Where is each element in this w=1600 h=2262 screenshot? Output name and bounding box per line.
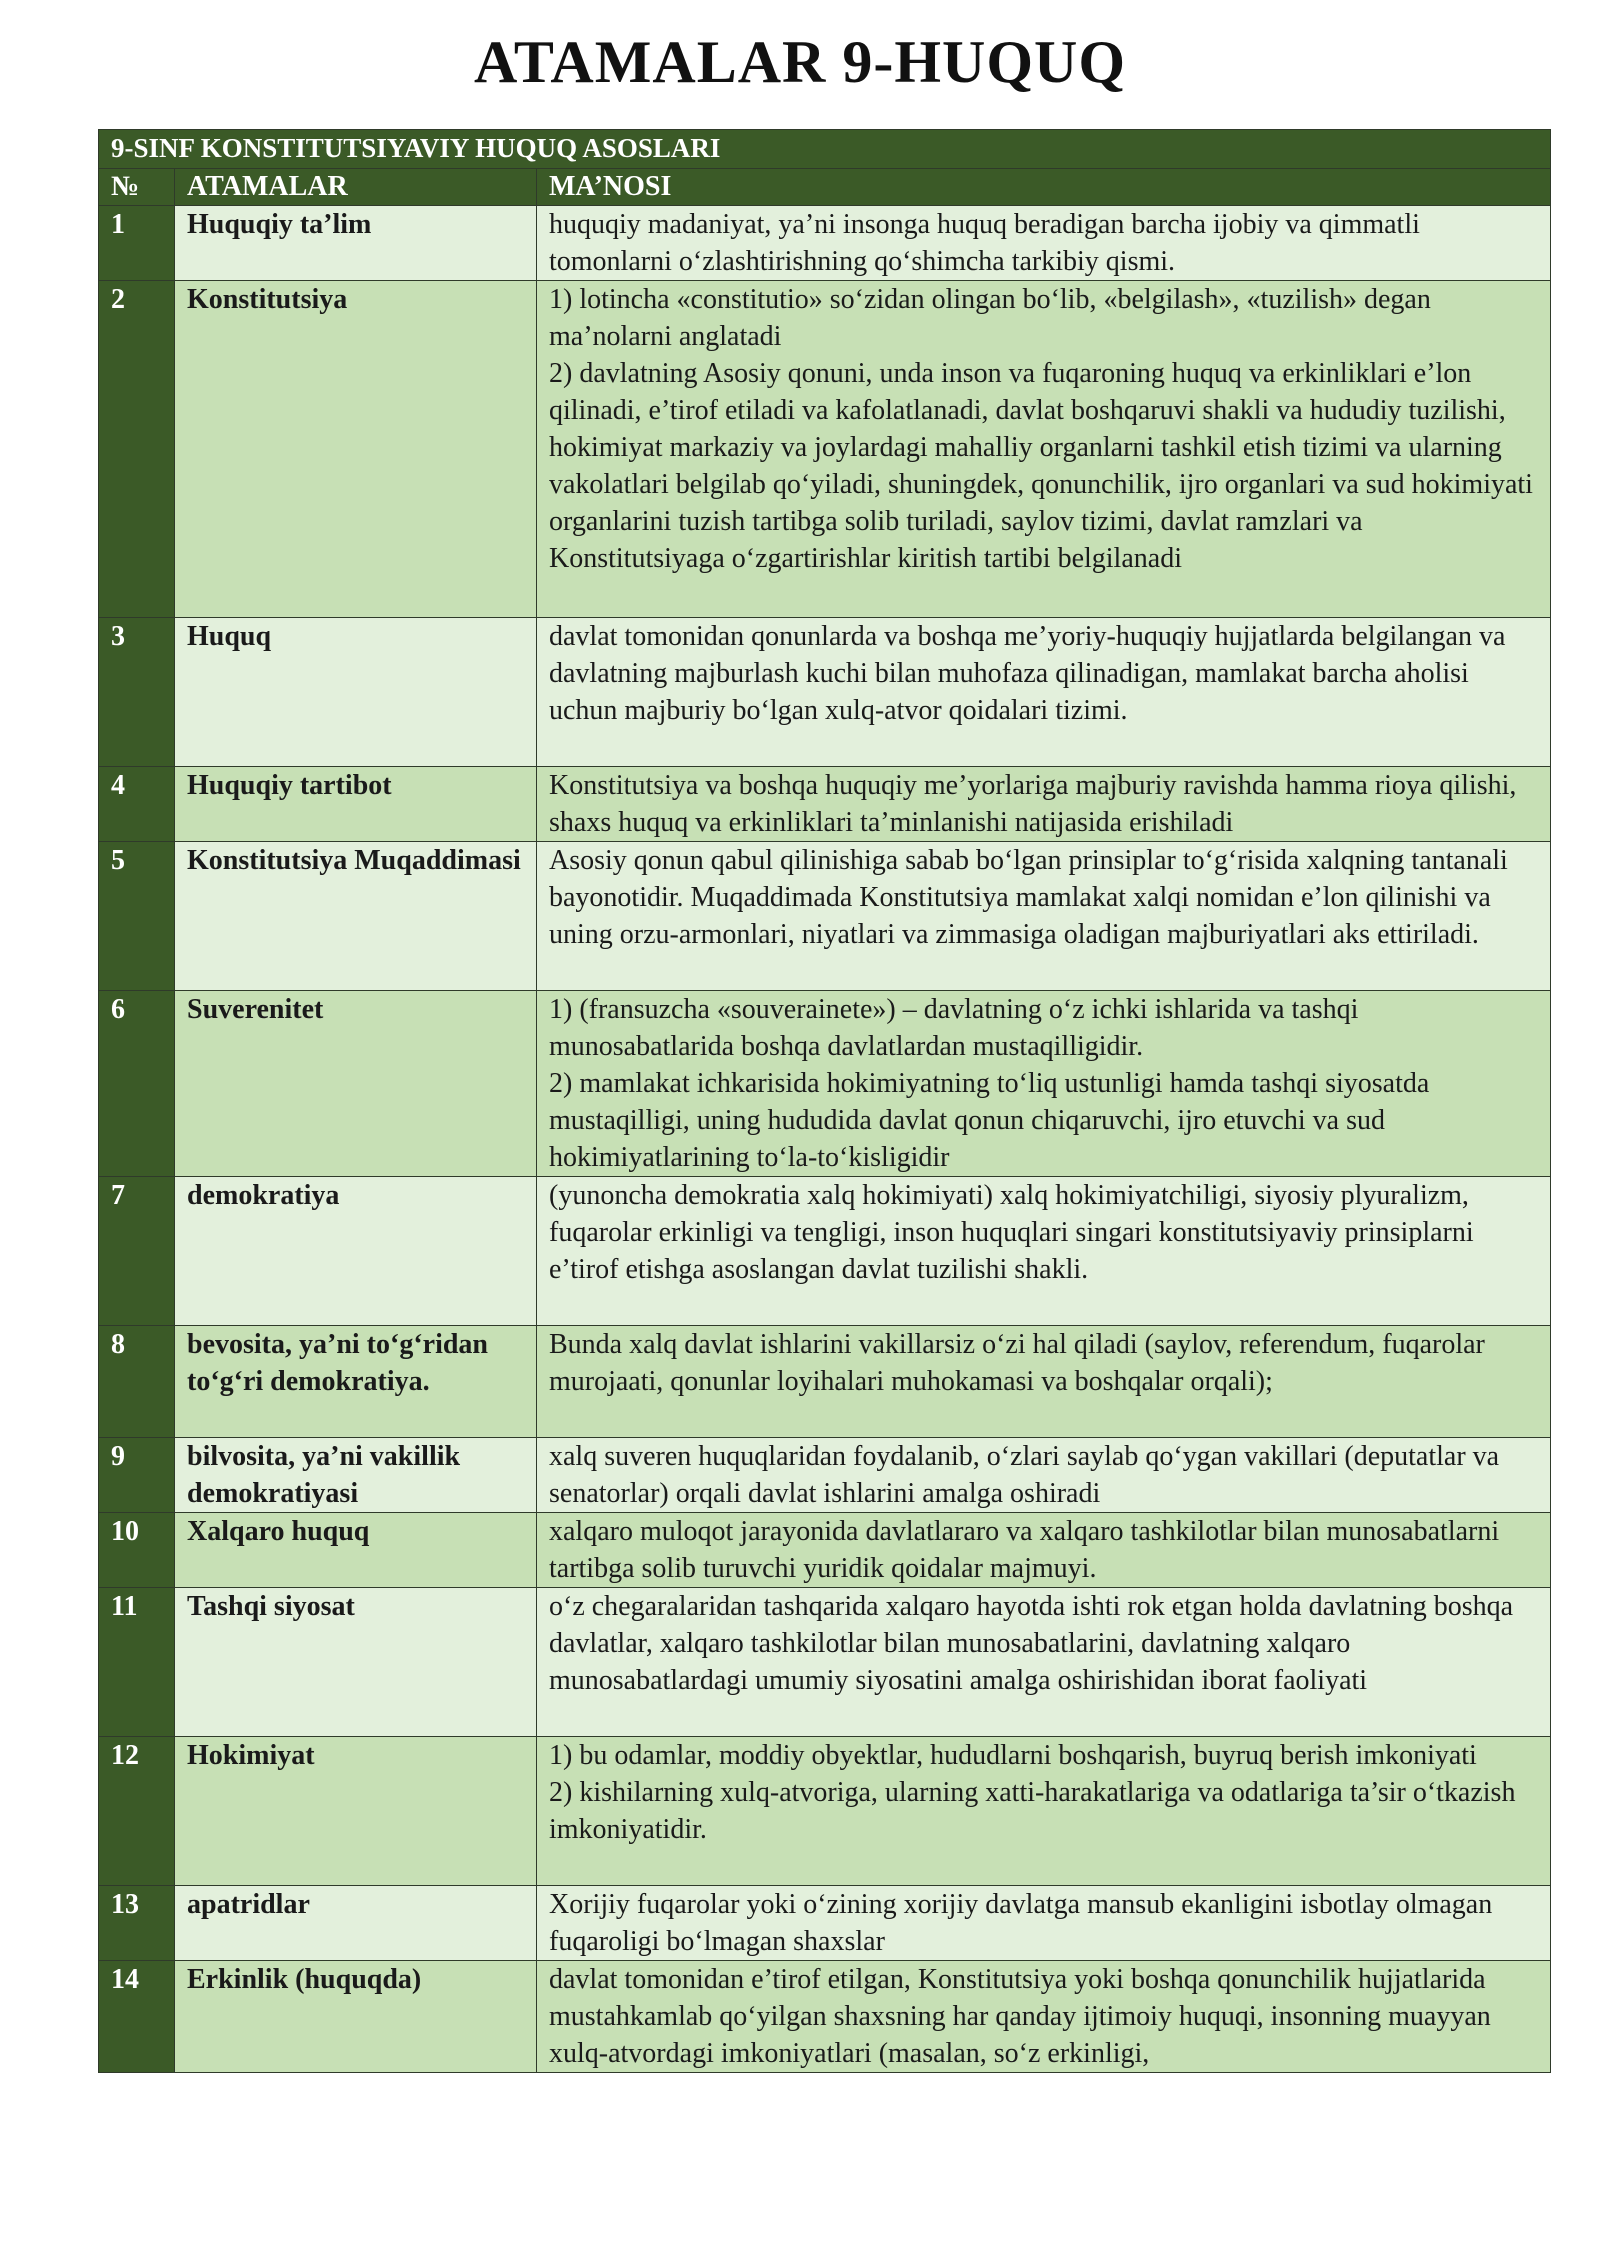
meaning-paragraph: 1) bu odamlar, moddiy obyektlar, hududlarni boshqarish, buyruq berish imkoniyati xyxy=(549,1740,1477,1771)
table-caption: 9-SINF KONSTITUTSIYAVIY HUQUQ ASOSLARI xyxy=(99,130,1551,169)
table-row xyxy=(99,281,1551,618)
row-term: bilvosita, ya’ni vakillik demokratiyasi xyxy=(175,1438,537,1513)
row-term: apatridlar xyxy=(175,1886,537,1961)
meaning-paragraph: 2) mamlakat ichkarisida hokimiyatning to‘liq ustunligi hamda tashqi siyosatda mustaqilligi, uning hududida davlat qonun chiqaruvchi, ijro etuvchi va sud hokimiyatlarining to‘la-to‘kisligidir xyxy=(549,1068,1430,1173)
row-term: Konstitutsiya xyxy=(175,281,537,618)
row-meaning xyxy=(537,1177,1551,1326)
row-meaning xyxy=(537,991,1551,1177)
row-term: Erkinlik (huquqda) xyxy=(175,1961,537,2073)
row-term: Huquqiy ta’lim xyxy=(175,206,537,281)
row-number: 11 xyxy=(99,1588,175,1737)
meaning-paragraph: xalqaro muloqot jarayonida davlatlararo va xalqaro tashkilotlar bilan munosabatlarni tartibga solib turuvchi yuridik qoidalar majmuyi. xyxy=(549,1516,1500,1584)
meaning-paragraph: Xorijiy fuqarolar yoki o‘zining xorijiy davlatga mansub ekanligini isbotlay olmagan fuqaroligi bo‘lmagan shaxslar xyxy=(549,1889,1493,1957)
table-body xyxy=(99,206,1551,2073)
row-meaning xyxy=(537,281,1551,618)
meaning-paragraph: (yunoncha demokratia xalq hokimiyati) xalq hokimiyatchiligi, siyosiy plyuralizm, fuqarolar erkinligi va tengligi, inson huquqlari singari konstitutsiyaviy prinsiplarni e’tirof etishga asoslangan davlat tuzilishi shakli. xyxy=(549,1180,1474,1285)
meaning-paragraph: Asosiy qonun qabul qilinishiga sabab bo‘lgan prinsiplar to‘g‘risida xalqning tantanali bayonotidir. Muqaddimada Konstitutsiya mamlakat xalqi nomidan e’lon qilinishi va uning orzu-armonlari, niyatlari va zimmasiga oladigan majburiyatlari aks ettiriladi. xyxy=(549,845,1508,950)
row-number: 8 xyxy=(99,1326,175,1438)
row-term: Konstitutsiya Muqaddimasi xyxy=(175,842,537,991)
table-header-row xyxy=(99,169,1551,206)
table-row xyxy=(99,1326,1551,1438)
table-row xyxy=(99,1737,1551,1886)
row-number: 6 xyxy=(99,991,175,1177)
meaning-paragraph: davlat tomonidan qonunlarda va boshqa me’yoriy-huquqiy hujjatlarda belgilangan va davlatning majburlash kuchi bilan muhofaza qilinadigan, mamlakat barcha aholisi uchun majburiy bo‘lgan xulq-atvor qoidalari tizimi. xyxy=(549,621,1506,726)
terms-table xyxy=(98,129,1551,2073)
column-header-term: ATAMALAR xyxy=(175,169,537,206)
meaning-paragraph: o‘z chegaralaridan tashqarida xalqaro hayotda ishti rok etgan holda davlatning boshqa davlatlar, xalqaro tashkilotlar bilan munosabatlarini, davlatning xalqaro munosabatlardagi umumiy siyosatini amalga oshirishidan iborat faoliyati xyxy=(549,1591,1514,1696)
row-number: 12 xyxy=(99,1737,175,1886)
column-header-num: № xyxy=(99,169,175,206)
meaning-paragraph: huquqiy madaniyat, ya’ni insonga huquq beradigan barcha ijobiy va qimmatli tomonlarni o‘zlashtirishning qo‘shimcha tarkibiy qismi. xyxy=(549,209,1420,277)
meaning-paragraph: 2) davlatning Asosiy qonuni, unda inson va fuqaroning huquq va erkinliklari e’lon qilinadi, e’tirof etiladi va kafolatlanadi, davlat boshqaruvi shakli va hududiy tuzilishi, hokimiyat markaziy va joylardagi mahalliy organlarni tashkil etish tizimi va ularning vakolatlari belgilab qo‘yiladi, shuningdek, qonunchilik, ijro organlari va sud hokimiyati organlarini tuzish tartibga solib turiladi, saylov tizimi, davlat ramzlari va Konstitutsiyaga o‘zgartirishlar kiritish tartibi belgilanadi xyxy=(549,358,1533,574)
meaning-paragraph: 2) kishilarning xulq-atvoriga, ularning xatti-harakatlariga va odatlariga ta’sir o‘tkazish imkoniyatidir. xyxy=(549,1777,1516,1845)
table-row xyxy=(99,1177,1551,1326)
row-number: 2 xyxy=(99,281,175,618)
row-term: Tashqi siyosat xyxy=(175,1588,537,1737)
table-row xyxy=(99,206,1551,281)
row-term: Suverenitet xyxy=(175,991,537,1177)
row-term: demokratiya xyxy=(175,1177,537,1326)
row-term: Hokimiyat xyxy=(175,1737,537,1886)
meaning-paragraph: Konstitutsiya va boshqa huquqiy me’yorlariga majburiy ravishda hamma rioya qilishi, shaxs huquq va erkinliklari ta’minlanishi natijasida erishiladi xyxy=(549,770,1517,838)
row-meaning xyxy=(537,1588,1551,1737)
table-row xyxy=(99,1961,1551,2073)
table-row xyxy=(99,767,1551,842)
table-row xyxy=(99,618,1551,767)
row-number: 3 xyxy=(99,618,175,767)
row-number: 7 xyxy=(99,1177,175,1326)
table-row xyxy=(99,1588,1551,1737)
row-meaning xyxy=(537,1737,1551,1886)
row-meaning xyxy=(537,206,1551,281)
table-row xyxy=(99,1513,1551,1588)
row-number: 14 xyxy=(99,1961,175,2073)
meaning-paragraph: 1) lotincha «constitutio» so‘zidan olingan bo‘lib, «belgilash», «tuzilish» degan ma’nolarni anglatadi xyxy=(549,284,1431,352)
table-row xyxy=(99,1886,1551,1961)
row-number: 4 xyxy=(99,767,175,842)
column-header-meaning: MA’NOSI xyxy=(537,169,1551,206)
row-meaning xyxy=(537,618,1551,767)
table-row xyxy=(99,991,1551,1177)
table-row xyxy=(99,842,1551,991)
row-number: 10 xyxy=(99,1513,175,1588)
row-number: 9 xyxy=(99,1438,175,1513)
meaning-paragraph: xalq suveren huquqlaridan foydalanib, o‘zlari saylab qo‘ygan vakillari (deputatlar va senatorlar) orqali davlat ishlarini amalga oshiradi xyxy=(549,1441,1500,1509)
row-meaning xyxy=(537,1513,1551,1588)
row-meaning xyxy=(537,842,1551,991)
row-meaning xyxy=(537,1961,1551,2073)
row-number: 13 xyxy=(99,1886,175,1961)
row-meaning xyxy=(537,767,1551,842)
row-term: Xalqaro huquq xyxy=(175,1513,537,1588)
row-term: bevosita, ya’ni to‘g‘ridan to‘g‘ri demokratiya. xyxy=(175,1326,537,1438)
meaning-paragraph: 1) (fransuzcha «souverainete») – davlatning o‘z ichki ishlarida va tashqi munosabatlarida boshqa davlatlardan mustaqilligidir. xyxy=(549,994,1359,1062)
row-term: Huquqiy tartibot xyxy=(175,767,537,842)
table-row xyxy=(99,1438,1551,1513)
row-number: 1 xyxy=(99,206,175,281)
row-meaning xyxy=(537,1886,1551,1961)
document-title: ATAMALAR 9-HUQUQ xyxy=(473,29,1127,95)
row-meaning xyxy=(537,1438,1551,1513)
meaning-paragraph: Bunda xalq davlat ishlarini vakillarsiz o‘zi hal qiladi (saylov, referendum, fuqarolar murojaati, qonunlar loyihalari muhokamasi va boshqalar orqali); xyxy=(549,1329,1485,1397)
row-meaning xyxy=(537,1326,1551,1438)
row-term: Huquq xyxy=(175,618,537,767)
meaning-paragraph: davlat tomonidan e’tirof etilgan, Konstitutsiya yoki boshqa qonunchilik hujjatlarida mustahkamlab qo‘yilgan shaxsning har qanday ijtimoiy huquqi, insonning muayyan xulq-atvordagi imkoniyatlari (masalan, so‘z erkinligi, xyxy=(549,1964,1491,2069)
row-number: 5 xyxy=(99,842,175,991)
table-caption-row xyxy=(99,130,1551,169)
